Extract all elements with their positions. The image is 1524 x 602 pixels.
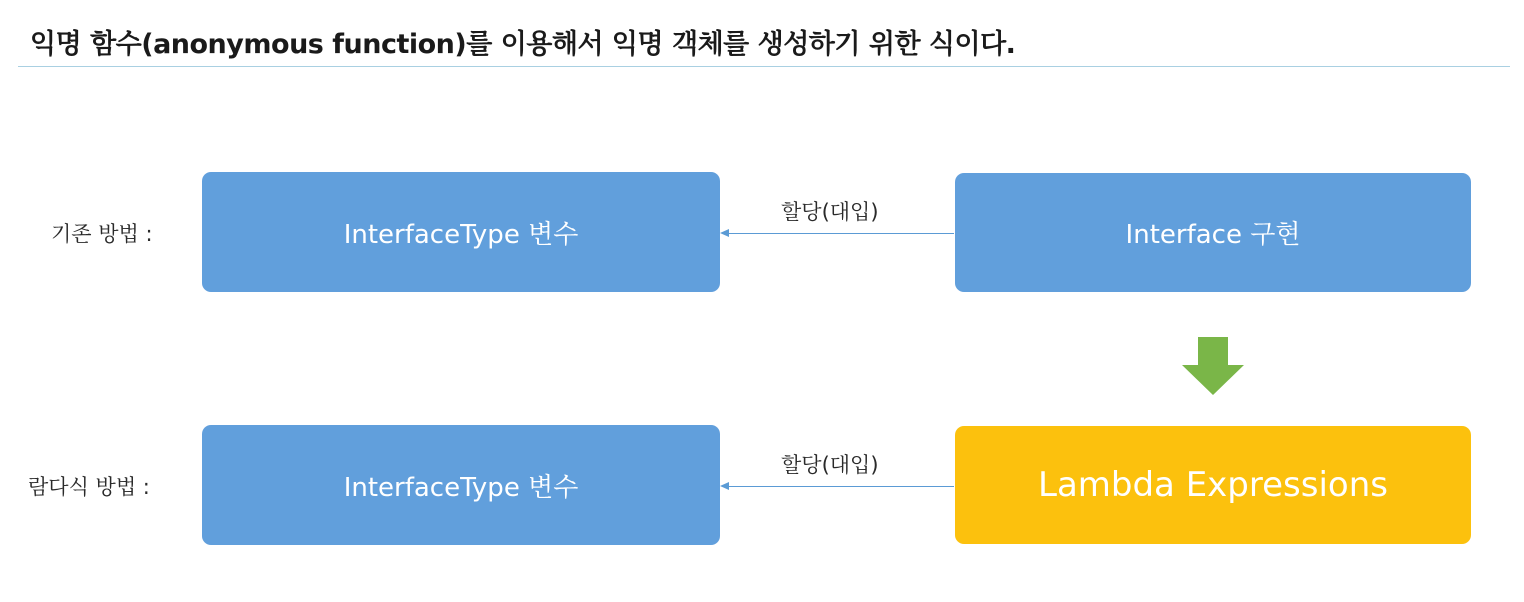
lambda-assign-connector	[728, 486, 954, 487]
title-divider	[18, 66, 1510, 67]
existing-assign-arrowhead	[720, 229, 729, 237]
lambda-target-box	[202, 425, 720, 545]
lambda-expressions-label: Lambda Expressions	[1038, 465, 1388, 505]
existing-assign-label: 할당(대입)	[781, 200, 879, 224]
existing-target-label: InterfaceType 변수	[343, 219, 579, 250]
down-arrow-icon	[1182, 337, 1244, 397]
interface-implementation-box	[955, 173, 1471, 292]
existing-target-box	[202, 172, 720, 292]
lambda-target-label: InterfaceType 변수	[343, 472, 579, 503]
lambda-method-label: 람다식 방법 :	[28, 475, 150, 499]
existing-method-label: 기존 방법 :	[51, 222, 153, 246]
lambda-assign-arrowhead	[720, 482, 729, 490]
interface-implementation-label: Interface 구현	[1125, 220, 1301, 250]
lambda-assign-label: 할당(대입)	[781, 453, 879, 477]
lambda-expressions-box	[955, 426, 1471, 544]
existing-assign-connector	[728, 233, 954, 234]
page-title: 익명 함수(anonymous function)를 이용해서 익명 객체를 생성하기 위한 식이다.	[30, 29, 1016, 60]
